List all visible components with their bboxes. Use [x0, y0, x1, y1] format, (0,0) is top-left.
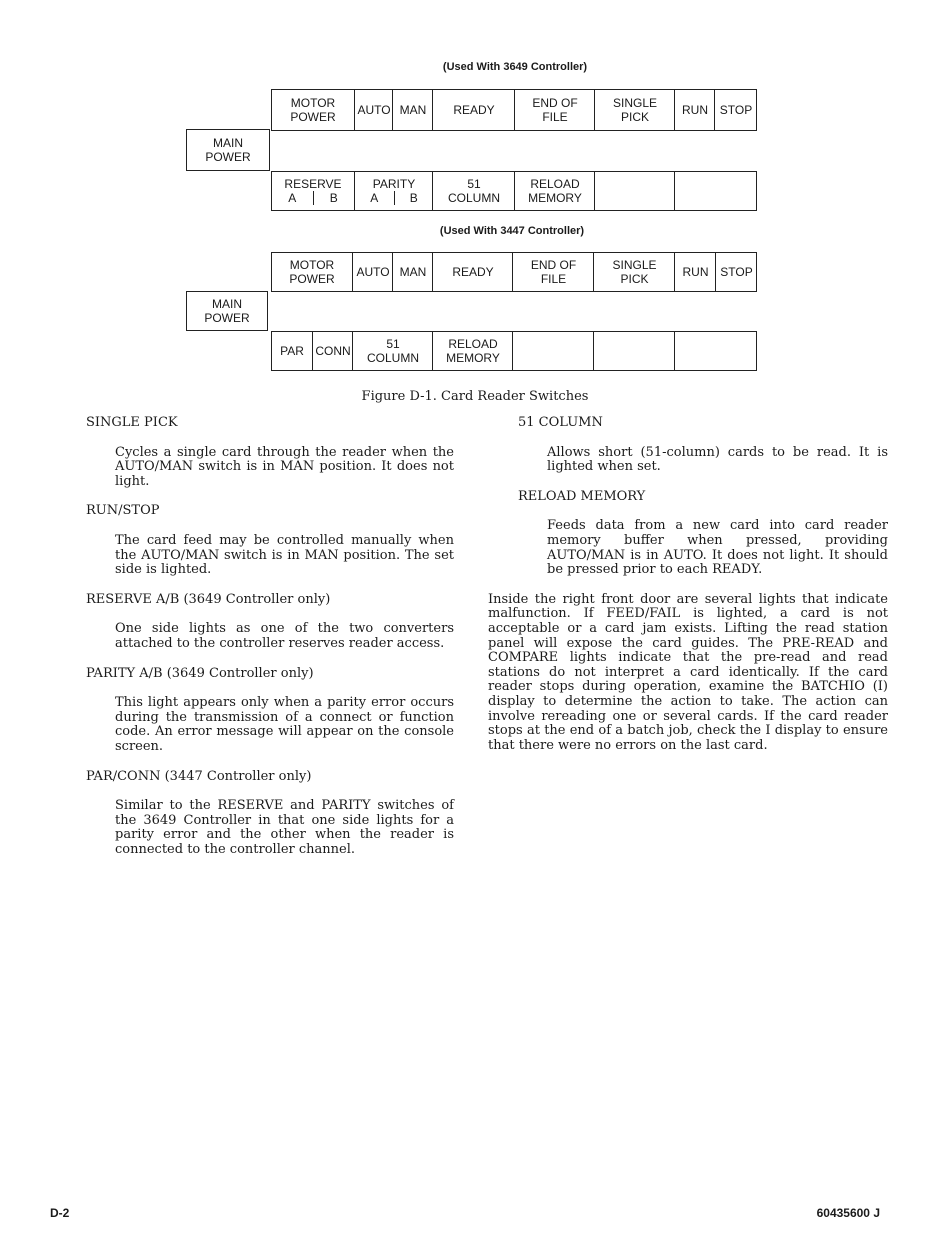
- switch-51-column[interactable]: 51 COLUMN: [432, 172, 515, 210]
- text-run-stop: The card feed may be controlled manually when the AUTO/MAN switch is in MAN position. The set side is lighted.: [115, 532, 454, 578]
- switch-motor-power[interactable]: MOTOR POWER: [289, 258, 335, 286]
- heading-51-column: 51 COLUMN: [518, 415, 603, 430]
- heading-run-stop: RUN/STOP: [86, 503, 160, 519]
- switch-51-column[interactable]: 51 COLUMN: [352, 332, 433, 370]
- switch-run[interactable]: RUN: [674, 90, 715, 130]
- switch-stop[interactable]: STOP: [715, 253, 757, 291]
- switch-run[interactable]: RUN: [674, 253, 716, 291]
- heading-reload-memory: RELOAD MEMORY: [518, 488, 646, 504]
- text-single-pick: Cycles a single card through the reader when the AUTO/MAN switch is in MAN position. It does not light.: [115, 444, 454, 489]
- text-reserve: One side lights as one of the two converters attached to the controller reserves reader access.: [115, 621, 454, 651]
- document-number: 60435600 J: [816, 1206, 880, 1220]
- switch-end-of-file[interactable]: END OF FILE: [512, 253, 594, 291]
- switch-end-of-file[interactable]: END OF FILE: [514, 90, 595, 130]
- switch-main-power-3649[interactable]: MAIN POWER: [186, 129, 270, 171]
- panel-3649-bottom-row: [271, 171, 757, 211]
- panel-3649-top-row: [271, 89, 757, 131]
- switch-par[interactable]: PAR: [280, 344, 304, 358]
- text-51-column: Allows short (51-column) cards to be read. It is lighted when set.: [547, 444, 888, 475]
- heading-parconn: PAR/CONN (3447 Controller only): [86, 768, 312, 784]
- switch-single-pick[interactable]: SINGLE PICK: [593, 253, 675, 291]
- blank-switch: [512, 332, 594, 370]
- left-column: [86, 416, 454, 857]
- blank-switch: [593, 332, 675, 370]
- blank-switch: [594, 172, 675, 210]
- switch-ready[interactable]: READY: [432, 90, 515, 130]
- switch-motor-power[interactable]: MOTOR POWER: [290, 96, 336, 124]
- switch-man[interactable]: MAN: [392, 253, 433, 291]
- figure-caption: Figure D-1. Card Reader Switches: [361, 389, 589, 404]
- blank-switch: [674, 172, 757, 210]
- heading-single-pick: SINGLE PICK: [86, 415, 178, 430]
- parity-label: PARITY: [372, 177, 416, 191]
- parity-a[interactable]: A: [370, 191, 379, 205]
- caption-3649: (Used With 3649 Controller): [442, 61, 588, 73]
- right-column: [488, 416, 888, 753]
- switch-main-power-3447[interactable]: MAIN POWER: [186, 291, 268, 331]
- panel-3447-bottom-row: [271, 331, 757, 371]
- switch-auto[interactable]: AUTO: [354, 90, 393, 130]
- reserve-a[interactable]: A: [288, 191, 297, 205]
- switch-stop[interactable]: STOP: [714, 90, 757, 130]
- text-parconn: Similar to the RESERVE and PARITY switches of the 3649 Controller in that one side lights for a parity error and the other when the reader is connected to the controller channel.: [115, 798, 454, 857]
- panel-3447-top-row: [271, 252, 757, 292]
- switch-single-pick[interactable]: SINGLE PICK: [594, 90, 675, 130]
- switch-conn[interactable]: CONN: [312, 332, 353, 370]
- switch-auto[interactable]: AUTO: [352, 253, 393, 291]
- switch-reload-memory[interactable]: RELOAD MEMORY: [514, 172, 595, 210]
- page-number: D-2: [50, 1206, 70, 1220]
- switch-reserve-ab[interactable]: [272, 172, 354, 210]
- text-parity: This light appears only when a parity error occurs during the transmission of a connect or function code. An error message will appear on the console screen.: [115, 695, 454, 754]
- text-reload-memory: Feeds data from a new card into card reader memory buffer when pressed, providing AUTO/MAN is in AUTO. It does not light. It should be pressed prior to each READY.: [547, 518, 888, 578]
- heading-reserve: RESERVE A/B (3649 Controller only): [86, 591, 331, 607]
- switch-man[interactable]: MAN: [392, 90, 433, 130]
- switch-parity-ab[interactable]: [354, 172, 433, 210]
- switch-ready[interactable]: READY: [432, 253, 513, 291]
- parity-b[interactable]: B: [394, 191, 434, 205]
- reserve-label: RESERVE: [284, 177, 342, 191]
- text-inside-door: Inside the right front door are several lights that indicate malfunction. If FEED/FAIL is lighted, a card is not acceptable or a card jam exists. Lifting the read station panel will expose the card guides. The PRE-READ and COMPARE lights indicate that the pre-read and read stations do not interpret a card identically. If the card reader stops during operation, examine the BATCHIO (I) display to determine the action to take. The action can involve rereading one or several cards. If the card reader stops at the end of a batch job, check the I display to ensure that there were no errors on the last card.: [488, 591, 888, 753]
- heading-parity: PARITY A/B (3649 Controller only): [86, 665, 314, 681]
- blank-switch: [674, 332, 757, 370]
- caption-3447: (Used With 3447 Controller): [439, 225, 585, 237]
- switch-reload-memory[interactable]: RELOAD MEMORY: [432, 332, 513, 370]
- reserve-b[interactable]: B: [313, 191, 355, 205]
